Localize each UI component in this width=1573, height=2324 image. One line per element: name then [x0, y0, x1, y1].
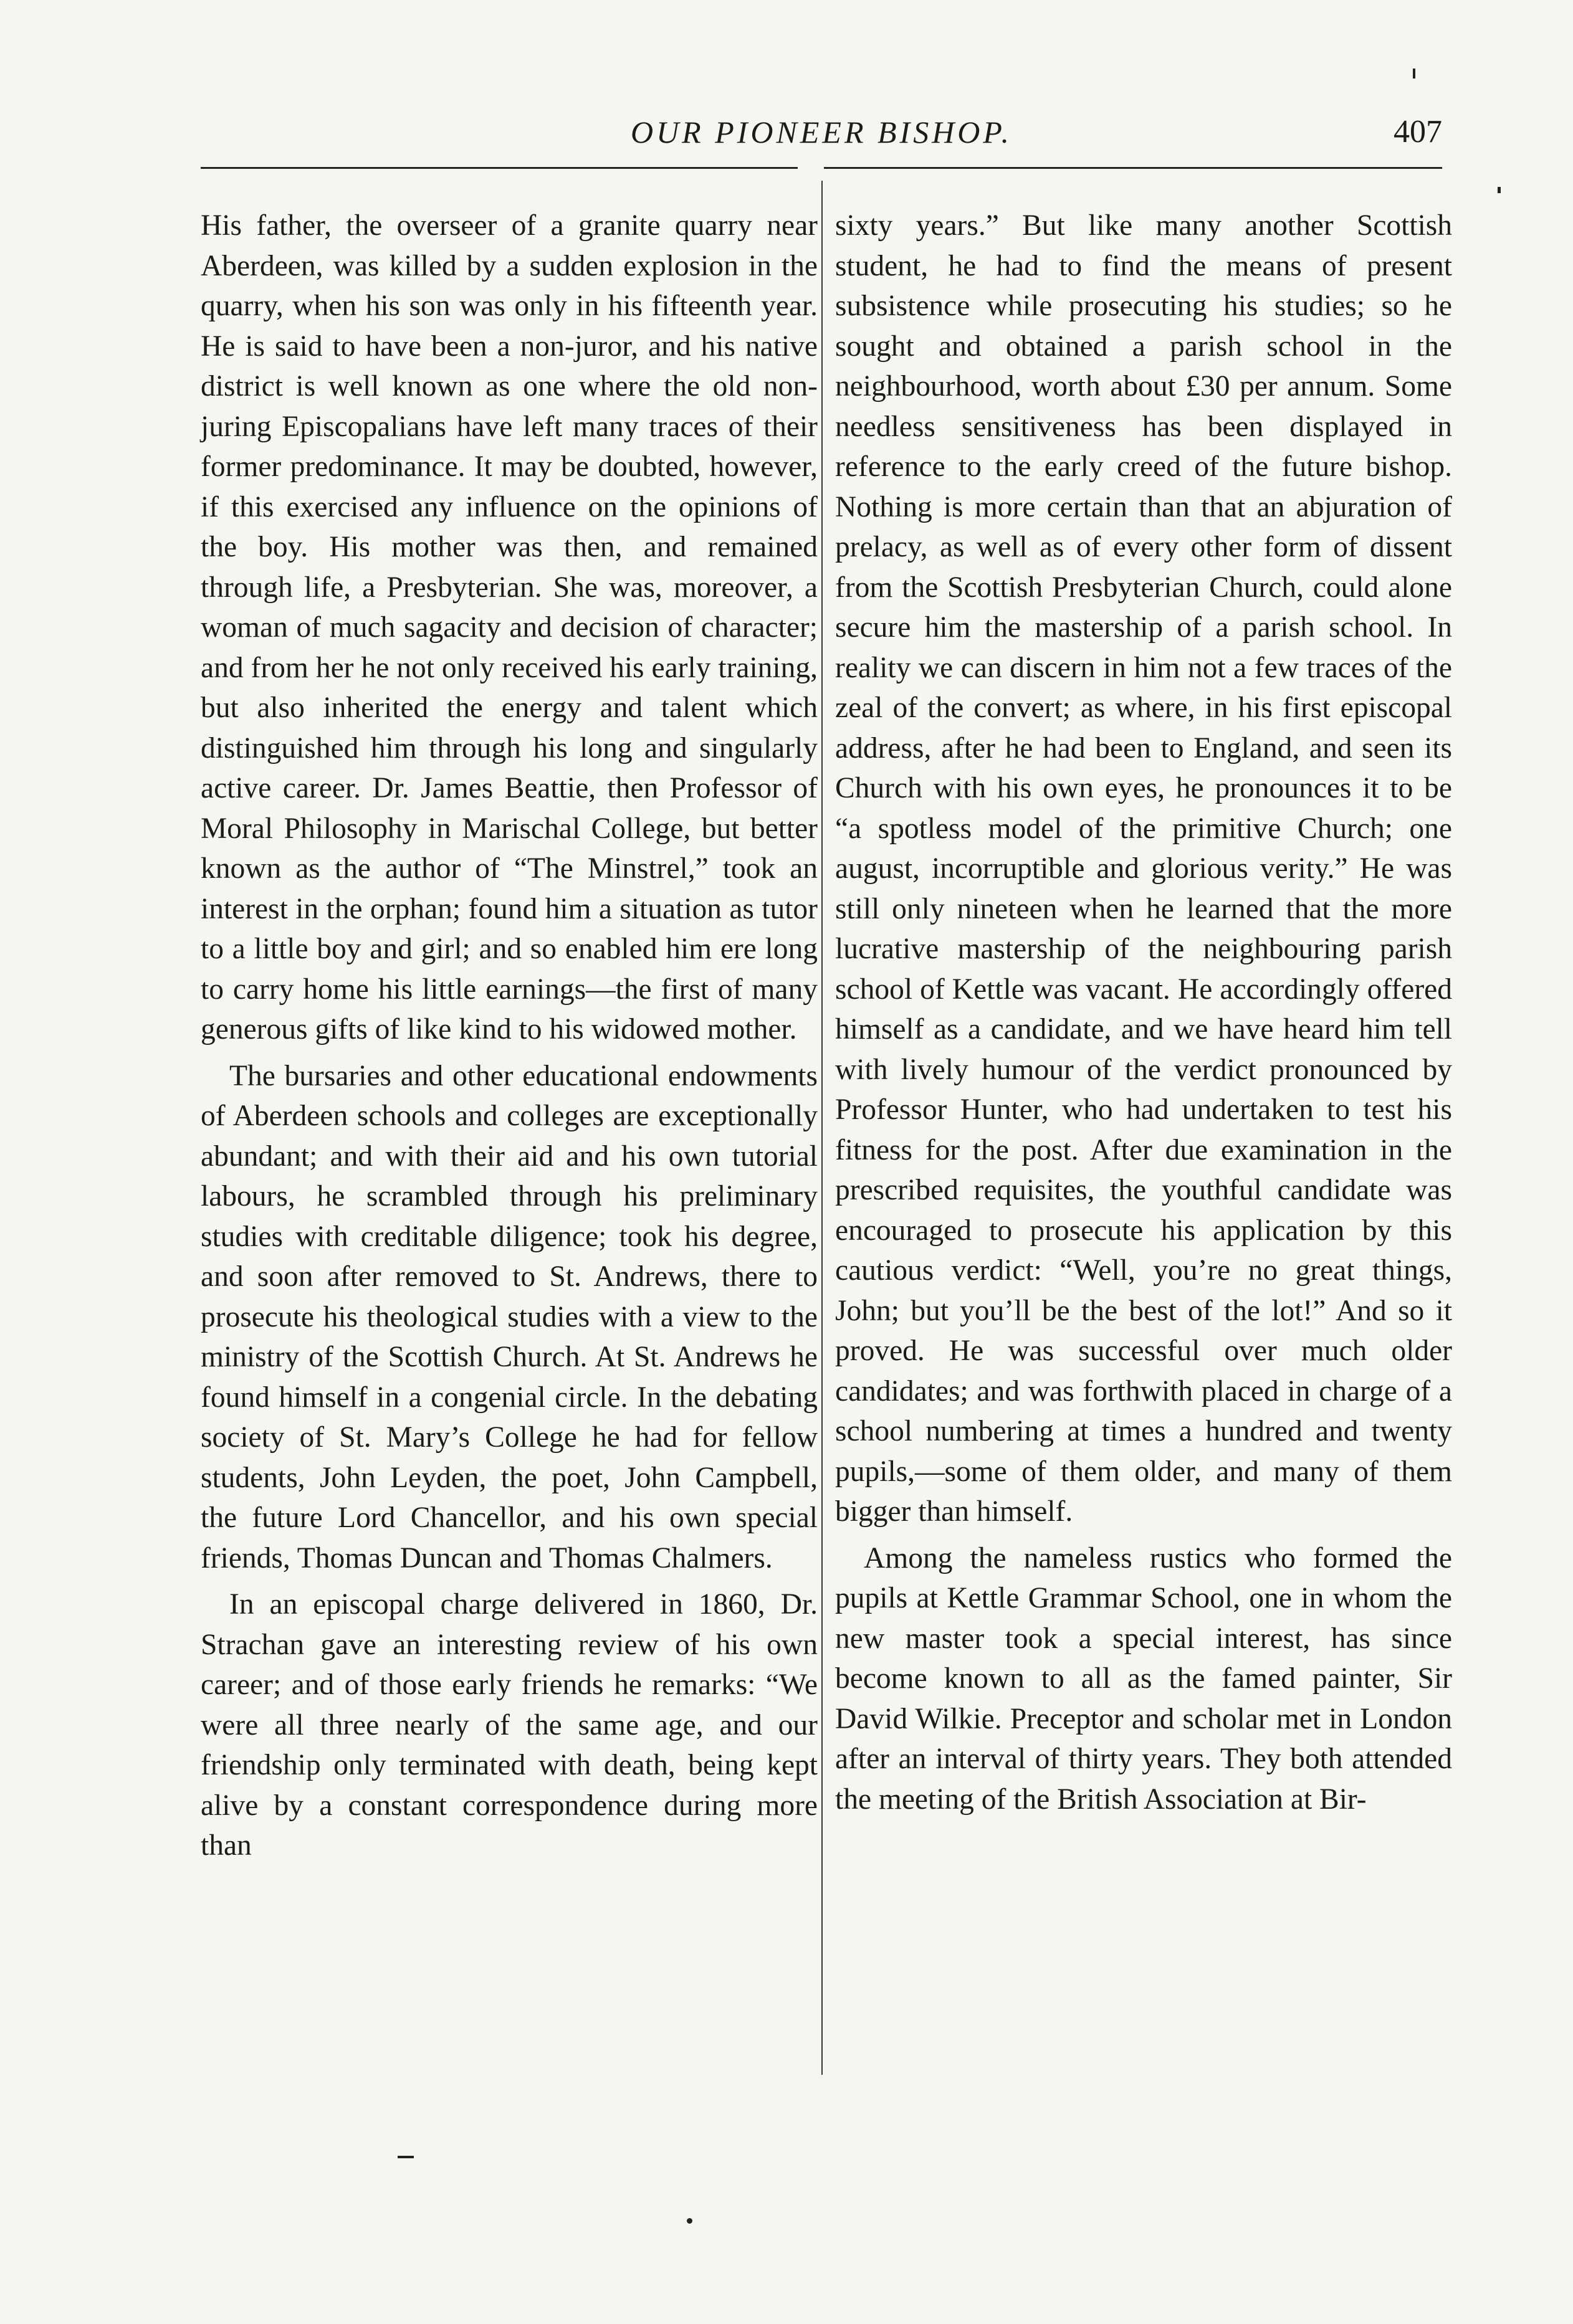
running-title: OUR PIONEER BISHOP. — [630, 115, 1013, 150]
page-number: 407 — [1394, 114, 1442, 150]
right-column — [835, 206, 1452, 1819]
paragraph: In an episcopal charge delivered in 1860, Dr. Strachan gave an interesting review of his own career; and of those early friends he remarks: “We were all three nearly of the same age, and our friendship only terminated with death, being kept alive by a constant correspondence during more than — [201, 1588, 818, 1862]
print-speck — [687, 2218, 692, 2224]
column-divider — [821, 181, 823, 2075]
page-header — [201, 113, 1442, 163]
print-speck — [1413, 69, 1415, 79]
paragraph: His father, the overseer of a granite quarry near Aberdeen, was killed by a sudden explosion in the quarry, when his son was only in his fifteenth year. He is said to have been a non-juror, and his native district is well known as one where the old non-juring Episcopalians have left many traces of their former predominance. It may be doubted, however, if this exercised any influence on the opinions of the boy. His mother was then, and remained through life, a Presbyterian. She was, moreover, a woman of much sagacity and decision of character; and from her he not only received his early training, but also inherited the energy and talent which distinguished him through his long and singularly active career. Dr. James Beattie, then Professor of Moral Philosophy in Marischal College, but better known as the author of “The Minstrel,” took an interest in the orphan; found him a situation as tutor to a little boy and girl; and so enabled him ere long to carry home his little earnings—the first of many generous gifts of like kind to his widowed mother. — [201, 209, 818, 1045]
header-rule-right — [824, 167, 1442, 169]
paragraph: Among the nameless rustics who formed the pupils at Kettle Grammar School, one in whom the new master took a special interest, has since become known to all as the famed painter, Sir David Wilkie. Preceptor and scholar met in London after an interval of thirty years. They both attended the meeting of the British Association at Bir- — [835, 1541, 1452, 1816]
left-column — [201, 206, 818, 1866]
header-rule-left — [201, 167, 798, 169]
print-speck — [1498, 187, 1501, 193]
print-speck — [398, 2156, 414, 2158]
paragraph: sixty years.” But like many another Scottish student, he had to find the means of present subsistence while prosecuting his studies; so he sought and obtained a parish school in the neighbourhood, worth about £30 per annum. Some needless sensitiveness has been displayed in reference to the early creed of the future bishop. Nothing is more certain than that an abjuration of prelacy, as well as of every other form of dissent from the Scottish Presbyterian Church, could alone secure him the mastership of a parish school. In reality we can discern in him not a few traces of the zeal of the convert; as where, in his first episcopal address, after he had been to England, and seen its Church with his own eyes, he pronounces it to be “a spotless model of the primitive Church; one august, incorruptible and glorious verity.” He was still only nineteen when he learned that the more lucrative mastership of the neighbouring parish school of Kettle was vacant. He accordingly offered himself as a candidate, and we have heard him tell with lively humour of the verdict pronounced by Professor Hunter, who had undertaken to test his fitness for the post. After due examination in the prescribed requisites, the youthful candidate was encouraged to prosecute his application by this cautious verdict: “Well, you’re no great things, John; but you’ll be the best of the lot!” And so it proved. He was successful over much older candidates; and was forthwith placed in charge of a school numbering at times a hundred and twenty pupils,—some of them older, and many of them bigger than himself. — [835, 209, 1452, 1528]
paragraph: The bursaries and other educational endowments of Aberdeen schools and colleges are exceptionally abundant; and with their aid and his own tutorial labours, he scrambled through his preliminary studies with creditable diligence; took his degree, and soon after removed to St. Andrews, there to prosecute his theological studies with a view to the ministry of the Scottish Church. At St. Andrews he found himself in a congenial circle. In the debating society of St. Mary’s College he had for fellow students, John Leyden, the poet, John Campbell, the future Lord Chancellor, and his own special friends, Thomas Duncan and Thomas Chalmers. — [201, 1059, 818, 1574]
